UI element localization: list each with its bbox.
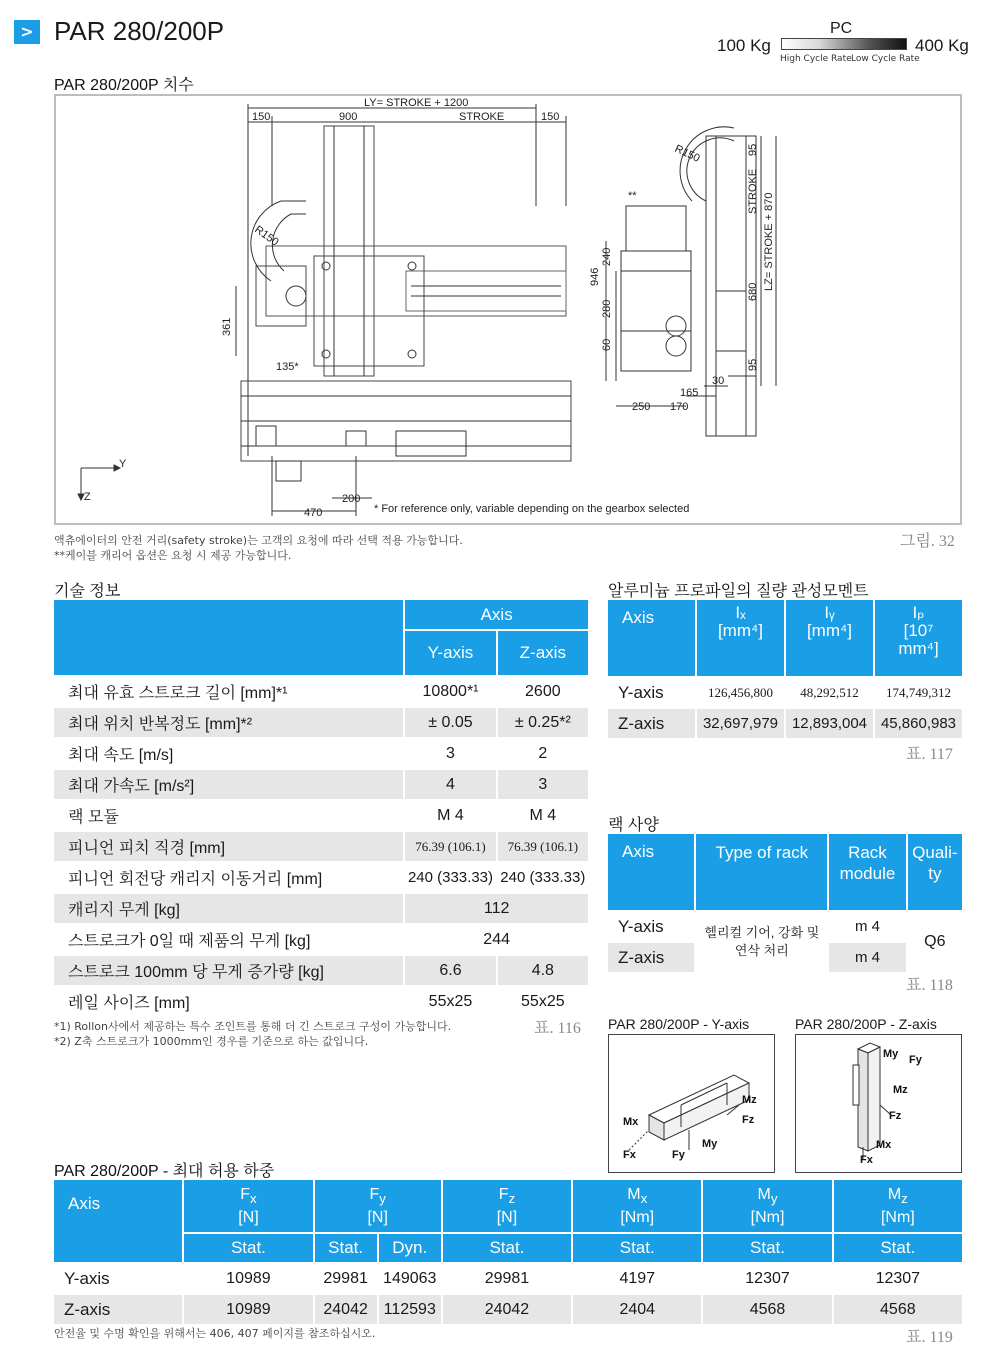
ix-symbol: Iₓ [735, 603, 746, 622]
dim-95-bottom: 95 [747, 358, 759, 371]
col-unit: [N] [496, 1209, 518, 1227]
cell-module-z: m 4 [829, 943, 905, 972]
dim-lz: LZ= STROKE + 870 [763, 192, 775, 291]
col-symbol: F [498, 1185, 509, 1203]
tech-axis-header: Axis [405, 600, 588, 629]
row-label: 최대 유효 스트로크 길이 [mm]*¹ [54, 677, 403, 706]
col-unit: [N] [367, 1209, 388, 1227]
cell-z: 55x25 [498, 987, 588, 1016]
loads-h-mx [573, 1180, 701, 1232]
z-label-fy: Fy [909, 1054, 922, 1066]
dimension-drawing [54, 94, 962, 525]
iy-symbol: Iᵧ [824, 603, 835, 622]
z-label-mz: Mz [893, 1084, 908, 1096]
iy-unit: [mm⁴] [806, 621, 853, 640]
rack-table [606, 832, 964, 974]
kg-min-label: 100 Kg [717, 36, 771, 55]
loads-sub-stat: Stat. [443, 1234, 571, 1262]
row-label: Y-axis [54, 1264, 182, 1293]
col-symbol: M [627, 1185, 641, 1203]
rack-title: 랙 사양 [608, 817, 659, 834]
inertia-table [606, 598, 964, 740]
dim-170: 170 [670, 401, 689, 413]
col-unit: [Nm] [620, 1209, 655, 1227]
dim-stroke-v: STROKE [747, 168, 759, 214]
y-label-fz: Fz [742, 1114, 755, 1126]
z-label-mx: Mx [876, 1139, 892, 1151]
cell-y: ± 0.05 [405, 708, 495, 737]
cell-value: 12307 [703, 1264, 831, 1293]
z-label-my: My [883, 1048, 899, 1060]
inertia-h-ix [697, 600, 784, 676]
tech-note-2: *2) Z축 스트로크가 1000mm인 경우를 기준으로 하는 값입니다. [54, 1035, 369, 1048]
page-title: PAR 280/200P [54, 16, 225, 46]
cable-carrier-note: **케이블 캐리어 옵션은 요청 시 제공 가능합니다. [54, 549, 292, 562]
kg-max-label: 400 Kg [915, 36, 969, 55]
dim-200: 200 [342, 493, 361, 505]
row-label: Z-axis [608, 943, 694, 972]
col-symbol: M [887, 1185, 902, 1203]
loads-h-fy [315, 1180, 441, 1232]
ip-unit: [10⁷ [903, 621, 934, 640]
y-axis-load-icon [609, 1035, 774, 1172]
table-row [54, 770, 588, 799]
cell-ix: 126,456,800 [697, 678, 784, 707]
row-label: 랙 모듈 [54, 801, 403, 830]
dim-150-right: 150 [541, 111, 560, 123]
cell-value: 4197 [573, 1264, 701, 1293]
drawing-title: PAR 280/200P 치수 [54, 77, 194, 94]
table-row [54, 1295, 962, 1324]
y-label-mz: Mz [742, 1094, 757, 1106]
dim-280: 280 [601, 299, 613, 318]
dim-680: 680 [747, 282, 759, 301]
inertia-h-iy [786, 600, 873, 676]
figure-ref: 그림. 32 [900, 533, 955, 550]
y-axis-diagram-title: PAR 280/200P - Y-axis [608, 1016, 750, 1032]
row-label: 스트로크 100mm 당 무게 증가량 [kg] [54, 956, 403, 985]
loads-note: 안전율 및 수명 확인을 위해서는 406, 407 페이지를 참조하십시오. [54, 1327, 376, 1340]
row-label: 최대 위치 반복정도 [mm]*² [54, 708, 403, 737]
dim-stroke-h: STROKE [459, 111, 505, 123]
col-unit: [Nm] [880, 1209, 915, 1227]
technical-drawing [56, 96, 960, 523]
cell-value: 10989 [184, 1295, 312, 1324]
table-row [54, 677, 588, 706]
dim-361: 361 [221, 317, 233, 336]
dim-95-top: 95 [747, 143, 759, 156]
cell-z: 4.8 [498, 956, 588, 985]
cell-value: 2404 [573, 1295, 701, 1324]
dim-250: 250 [632, 401, 651, 413]
loads-sub-stat: Stat. [703, 1234, 831, 1262]
inertia-table-ref: 표. 117 [906, 746, 953, 763]
loads-h-mz [834, 1180, 962, 1232]
rack-h-axis: Axis [608, 834, 694, 910]
cell-z: ± 0.25*² [498, 708, 588, 737]
rack-h-type: Type of rack [696, 834, 827, 910]
row-label: Y-axis [608, 912, 694, 941]
z-axis-load-icon [796, 1035, 961, 1172]
row-label: 피니언 회전당 캐리지 이동거리 [mm] [54, 863, 403, 892]
ix-unit: [mm⁴] [717, 621, 764, 640]
loads-sub-stat: Stat. [834, 1234, 962, 1262]
row-label: 스트로크가 0일 때 제품의 무게 [kg] [54, 925, 403, 954]
dim-946: 946 [589, 267, 601, 286]
cell-merged: 244 [405, 925, 588, 954]
loads-title: PAR 280/200P - 최대 허용 하중 [54, 1163, 275, 1180]
loads-sub-dyn: Dyn. [379, 1234, 441, 1262]
tech-table [52, 598, 590, 1018]
col-symbol: M [757, 1185, 771, 1203]
z-axis-load-diagram [795, 1034, 962, 1173]
row-label: Y-axis [608, 678, 695, 707]
cell-value: 112593 [379, 1295, 441, 1324]
row-label: 최대 속도 [m/s] [54, 739, 403, 768]
pc-label: PC [830, 20, 853, 37]
tech-header-blank [54, 600, 403, 675]
row-label: 최대 가속도 [m/s²] [54, 770, 403, 799]
y-label-fx: Fx [623, 1149, 636, 1161]
cell-ip: 45,860,983 [875, 709, 962, 738]
dim-150-left: 150 [252, 111, 271, 123]
cell-z: 240 (333.33) [498, 863, 588, 892]
cell-y: 76.39 (106.1) [405, 832, 495, 861]
table-row [54, 863, 588, 892]
cell-module-y: m 4 [829, 912, 905, 941]
axis-y-label: Y [119, 458, 127, 470]
y-axis-load-diagram [608, 1034, 775, 1173]
cell-y: 55x25 [405, 987, 495, 1016]
z-label-fz: Fz [889, 1110, 902, 1122]
cell-value: 24042 [443, 1295, 571, 1324]
col-unit: [N] [238, 1209, 259, 1227]
cell-y: 6.6 [405, 956, 495, 985]
z-axis-diagram-title: PAR 280/200P - Z-axis [795, 1016, 937, 1032]
table-row [54, 956, 588, 985]
tech-table-ref: 표. 116 [534, 1020, 581, 1037]
cell-iy: 12,893,004 [786, 709, 873, 738]
cell-ix: 32,697,979 [697, 709, 784, 738]
table-row [54, 739, 588, 768]
col-subscript: y [770, 1191, 778, 1207]
table-row [54, 925, 588, 954]
cable-carrier-mark: ** [628, 190, 637, 202]
cell-value: 29981 [315, 1264, 377, 1293]
section-marker-icon: > [14, 20, 40, 44]
rack-h-module: Rack module [829, 834, 905, 910]
cell-value: 149063 [379, 1264, 441, 1293]
cell-z: 76.39 (106.1) [498, 832, 588, 861]
col-subscript: z [508, 1191, 516, 1207]
col-subscript: z [901, 1191, 908, 1207]
loads-table-ref: 표. 119 [906, 1329, 953, 1346]
cell-value: 12307 [834, 1264, 962, 1293]
cell-value: 4568 [703, 1295, 831, 1324]
low-cycle-label: Low Cycle Rate [851, 54, 920, 64]
loads-h-my [703, 1180, 831, 1232]
z-label-fx: Fx [860, 1154, 873, 1166]
y-label-fy: Fy [672, 1149, 685, 1161]
col-symbol: F [369, 1185, 380, 1203]
cell-value: 29981 [443, 1264, 571, 1293]
table-row [54, 987, 588, 1016]
dim-ly: LY= STROKE + 1200 [364, 97, 469, 109]
loads-h-fx [184, 1180, 312, 1232]
dim-470: 470 [304, 507, 323, 519]
row-label: Z-axis [54, 1295, 182, 1324]
cell-y: 3 [405, 739, 495, 768]
ip-unit-2: mm⁴] [898, 639, 939, 658]
table-row [608, 678, 962, 707]
dim-r150-right: R150 [672, 142, 702, 165]
safety-stroke-note: 액츄에이터의 안전 거리(safety stroke)는 고객의 요청에 따라 선택 적용 가능합니다. [54, 534, 463, 547]
table-row [54, 1264, 962, 1293]
table-row [608, 709, 962, 738]
table-row [54, 708, 588, 737]
table-row [54, 832, 588, 861]
col-subscript: x [249, 1191, 257, 1207]
dim-r150-left: R150 [252, 223, 281, 249]
dim-900: 900 [339, 111, 358, 123]
col-subscript: x [640, 1191, 648, 1207]
y-label-mx: Mx [623, 1116, 639, 1128]
ip-symbol: Iₚ [912, 603, 925, 622]
loads-table [52, 1178, 964, 1326]
table-row [54, 801, 588, 830]
row-label: Z-axis [608, 709, 695, 738]
table-row [608, 912, 962, 941]
dim-135: 135* [276, 361, 299, 373]
dim-60: 60 [601, 338, 613, 351]
dim-240: 240 [601, 247, 613, 266]
high-cycle-label: High Cycle Rate [780, 54, 852, 64]
cell-iy: 48,292,512 [786, 678, 873, 707]
cell-z: 2 [498, 739, 588, 768]
cell-quality: Q6 [908, 912, 962, 972]
cell-y: 4 [405, 770, 495, 799]
table-row [54, 894, 588, 923]
col-unit: [Nm] [750, 1209, 785, 1227]
cell-z: M 4 [498, 801, 588, 830]
row-label: 캐리지 무게 [kg] [54, 894, 403, 923]
dim-165: 165 [680, 387, 699, 399]
cell-z: 2600 [498, 677, 588, 706]
cell-y: M 4 [405, 801, 495, 830]
cell-y: 10800*¹ [405, 677, 495, 706]
cell-rack-type: 헬리컬 기어, 강화 및 연삭 처리 [696, 912, 827, 972]
rack-h-quality: Quali-ty [908, 834, 962, 910]
cell-value: 4568 [834, 1295, 962, 1324]
tech-note-1: *1) Rollon사에서 제공하는 특수 조인트를 통해 더 긴 스트로크 구성이 가능합니다. [54, 1020, 452, 1033]
cell-z: 3 [498, 770, 588, 799]
tech-title: 기술 정보 [54, 583, 121, 600]
rack-table-ref: 표. 118 [906, 977, 953, 994]
loads-h-fz [443, 1180, 571, 1232]
cell-y: 240 (333.33) [405, 863, 495, 892]
row-label: 레일 사이즈 [mm] [54, 987, 403, 1016]
inertia-title: 알루미늄 프로파일의 질량 관성모멘트 [608, 583, 869, 600]
tech-col-y: Y-axis [405, 631, 495, 675]
col-symbol: F [240, 1185, 250, 1203]
dim-30: 30 [712, 375, 725, 387]
cell-value: 24042 [315, 1295, 377, 1324]
inertia-h-ip [875, 600, 962, 676]
loads-sub-stat: Stat. [315, 1234, 377, 1262]
loads-sub-stat: Stat. [573, 1234, 701, 1262]
cycle-rate-bar [781, 38, 907, 50]
cell-ip: 174,749,312 [875, 678, 962, 707]
y-label-my: My [702, 1138, 718, 1150]
inertia-h-axis: Axis [608, 600, 695, 676]
col-subscript: y [379, 1191, 386, 1207]
cell-merged: 112 [405, 894, 588, 923]
loads-sub-stat: Stat. [184, 1234, 312, 1262]
row-label: 피니언 피치 직경 [mm] [54, 832, 403, 861]
cell-value: 10989 [184, 1264, 312, 1293]
loads-h-axis: Axis [54, 1180, 182, 1262]
axis-z-label: Z [84, 491, 91, 503]
tech-col-z: Z-axis [498, 631, 588, 675]
reference-note: * For reference only, variable depending on the gearbox selected [374, 503, 690, 515]
